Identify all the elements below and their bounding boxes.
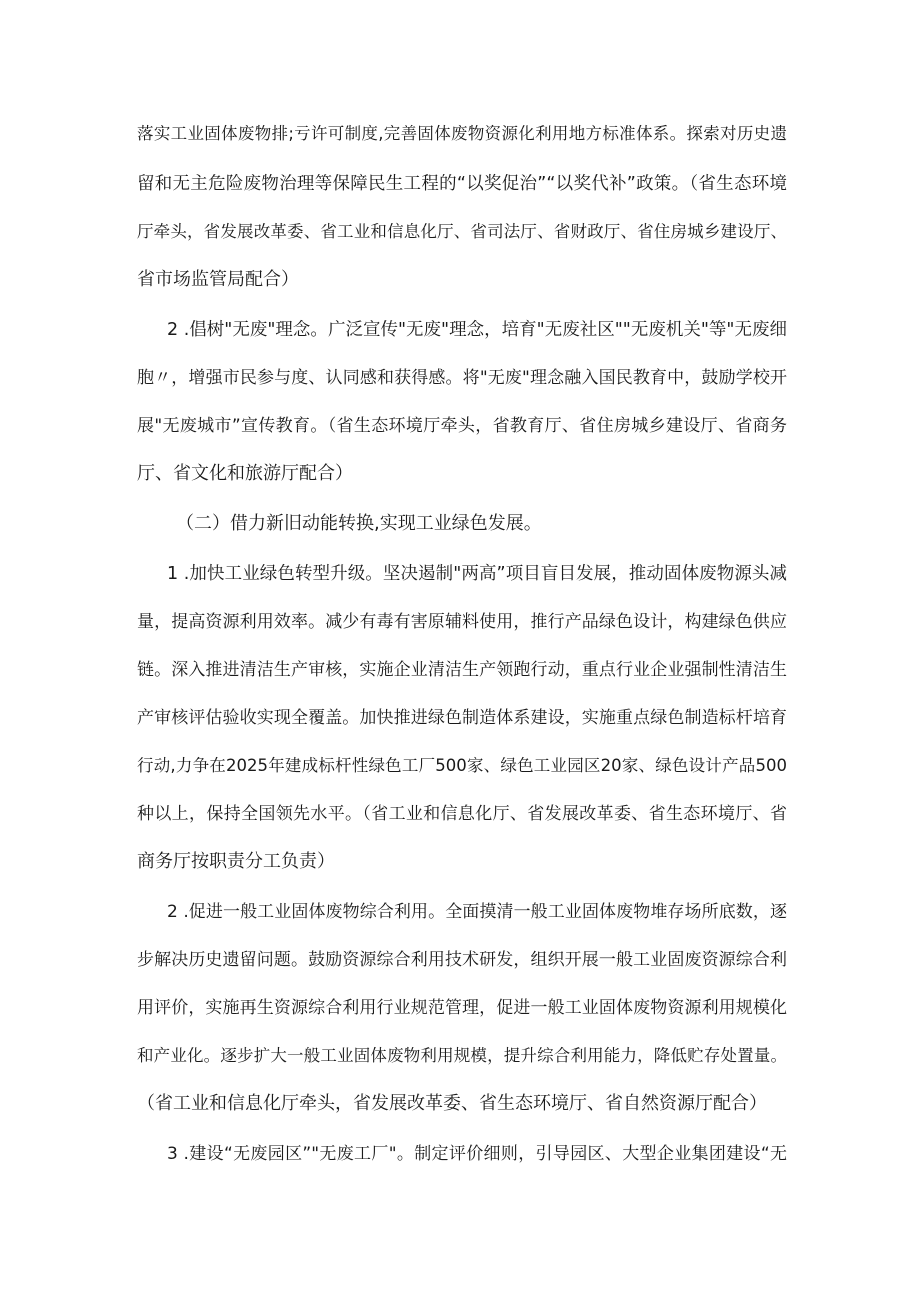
text-line: 商务厅按职责分工负责） xyxy=(137,851,335,872)
text-line: 用评价，实施再生资源综合利用行业规范管理，促进一般工业固体废物资源利用规模化 xyxy=(137,998,787,1018)
text-line: 厅、省文化和旅游厅配合） xyxy=(137,463,353,484)
text-line: 展"无废城市”宣传教育。（省生态环境厅牵头，省教育厅、省住房城乡建设厅、省商务 xyxy=(137,416,787,436)
text-line: 胞〃，增强市民参与度、认同感和获得感。将"无废"理念融入国民教育中，鼓励学校开 xyxy=(137,368,787,388)
text-line: 留和无主危险废物治理等保障民生工程的“以奖促治”“以奖代补”政策。（省生态环境 xyxy=(137,174,787,194)
section-heading: （二）借力新旧动能转换,实现工业绿色发展。 xyxy=(176,513,542,534)
text-line: 3 .建设“无废园区”"无废工厂"。制定评价细则，引导园区、大型企业集团建设“无 xyxy=(167,1144,787,1164)
text-line: 行动,力争在2025年建成标杆性绿色工厂500家、绿色工业园区20家、绿色设计产品500 xyxy=(137,756,787,775)
text-line: 步解决历史遗留问题。鼓励资源综合利用技术研发，组织开展一般工业固废资源综合利 xyxy=(137,950,787,970)
text-line: 2 .倡树"无废"理念。广泛宣传"无废"理念，培育"无废社区""无废机关"等"无废细 xyxy=(167,320,787,340)
text-line: 种以上，保持全国领先水平。（省工业和信息化厅、省发展改革委、省生态环境厅、省 xyxy=(137,804,787,824)
text-line: 量，提高资源利用效率。减少有毒有害原辅料使用，推行产品绿色设计，构建绿色供应 xyxy=(137,612,787,632)
text-line: 2 .促进一般工业固体废物综合利用。全面摸清一般工业固体废物堆存场所底数，逐 xyxy=(167,902,787,922)
text-line: 1 .加快工业绿色转型升级。坚决遏制"两高”项目盲目发展，推动固体废物源头减 xyxy=(167,564,787,584)
text-line: 厅牵头，省发展改革委、省工业和信息化厅、省司法厅、省财政厅、省住房城乡建设厅、 xyxy=(137,222,787,241)
text-line: 链。深入推进清洁生产审核，实施企业清洁生产领跑行动，重点行业企业强制性清洁生 xyxy=(137,660,787,680)
text-line: 落实工业固体废物排;亏许可制度,完善固体废物资源化利用地方标准体系。探索对历史遗 xyxy=(137,124,787,143)
text-line: 和产业化。逐步扩大一般工业固体废物利用规模，提升综合利用能力，降低贮存处置量。 xyxy=(137,1046,787,1065)
text-line: 省市场监管局配合） xyxy=(137,269,299,290)
text-line: （省工业和信息化厅牵头，省发展改革委、省生态环境厅、省自然资源厅配合） xyxy=(137,1093,767,1114)
text-line: 产审核评估验收实现全覆盖。加快推进绿色制造体系建设，实施重点绿色制造标杆培育 xyxy=(137,708,787,728)
